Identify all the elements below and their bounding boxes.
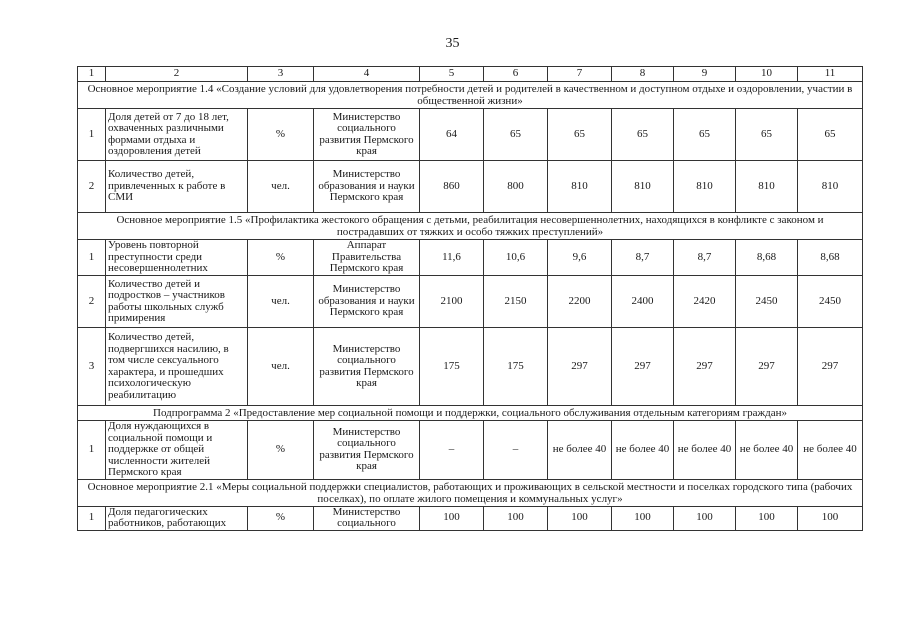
value-cell: 100	[484, 506, 548, 530]
unit-cell: чел.	[248, 328, 314, 406]
value-cell: не более 40	[548, 421, 612, 480]
value-cell: 8,68	[798, 240, 863, 276]
value-cell: 65	[674, 109, 736, 161]
value-cell: 65	[548, 109, 612, 161]
value-cell: 810	[736, 161, 798, 213]
value-cell: 297	[736, 328, 798, 406]
value-cell: не более 40	[798, 421, 863, 480]
value-cell: –	[484, 421, 548, 480]
column-number: 10	[736, 67, 798, 82]
indicator-name-cell: Доля детей от 7 до 18 лет, охваченных различными формами отдыха и оздоровления детей	[106, 109, 248, 161]
section-row	[78, 406, 863, 421]
table-row	[78, 109, 863, 161]
indicator-name-cell: Количество детей и подростков – участников работы школьных служб примирения	[106, 276, 248, 328]
column-number: 6	[484, 67, 548, 82]
value-cell: 2100	[420, 276, 484, 328]
value-cell: –	[420, 421, 484, 480]
column-number: 9	[674, 67, 736, 82]
table-row	[78, 421, 863, 480]
value-cell: 2400	[612, 276, 674, 328]
responsible-cell: Министерство социального развития Пермского края	[314, 109, 420, 161]
value-cell: 810	[548, 161, 612, 213]
value-cell: 10,6	[484, 240, 548, 276]
responsible-cell: Аппарат Правительства Пермского края	[314, 240, 420, 276]
value-cell: 11,6	[420, 240, 484, 276]
row-number-cell: 3	[78, 328, 106, 406]
value-cell: 100	[674, 506, 736, 530]
value-cell: 2450	[736, 276, 798, 328]
column-number: 5	[420, 67, 484, 82]
value-cell: 100	[736, 506, 798, 530]
value-cell: 100	[420, 506, 484, 530]
unit-cell: %	[248, 506, 314, 530]
value-cell: 810	[674, 161, 736, 213]
value-cell: 100	[798, 506, 863, 530]
column-number: 8	[612, 67, 674, 82]
value-cell: 297	[798, 328, 863, 406]
value-cell: 8,7	[674, 240, 736, 276]
column-number: 4	[314, 67, 420, 82]
section-title: Основное мероприятие 1.4 «Создание условий для удовлетворения потребности детей и родителей в качественном и доступном отдыхе и оздоровлении, участии в общественной жизни»	[78, 82, 863, 109]
value-cell: 810	[798, 161, 863, 213]
responsible-cell: Министерство образования и науки Пермского края	[314, 161, 420, 213]
table-row	[78, 506, 863, 530]
responsible-cell: Министерство социального развития Пермского края	[314, 421, 420, 480]
row-number-cell: 1	[78, 421, 106, 480]
value-cell: не более 40	[612, 421, 674, 480]
value-cell: 8,7	[612, 240, 674, 276]
value-cell: 800	[484, 161, 548, 213]
column-number: 2	[106, 67, 248, 82]
responsible-cell: Министерство социального развития Пермского края	[314, 328, 420, 406]
table-row	[78, 328, 863, 406]
value-cell: 175	[484, 328, 548, 406]
value-cell: 100	[612, 506, 674, 530]
value-cell: 64	[420, 109, 484, 161]
value-cell: 297	[548, 328, 612, 406]
value-cell: 297	[612, 328, 674, 406]
value-cell: 65	[736, 109, 798, 161]
table-header-row	[78, 67, 863, 82]
column-number: 1	[78, 67, 106, 82]
indicator-name-cell: Количество детей, подвергшихся насилию, в том числе сексуального характера, и прошедших психологическую реабилитацию	[106, 328, 248, 406]
responsible-cell: Министерство образования и науки Пермского края	[314, 276, 420, 328]
table-row	[78, 240, 863, 276]
unit-cell: чел.	[248, 276, 314, 328]
section-row	[78, 213, 863, 240]
section-row	[78, 82, 863, 109]
column-number: 11	[798, 67, 863, 82]
column-number: 7	[548, 67, 612, 82]
value-cell: 65	[484, 109, 548, 161]
page-number: 35	[445, 36, 460, 51]
row-number-cell: 2	[78, 276, 106, 328]
value-cell: 2450	[798, 276, 863, 328]
row-number-cell: 1	[78, 506, 106, 530]
value-cell: 2420	[674, 276, 736, 328]
column-number: 3	[248, 67, 314, 82]
responsible-cell: Министерство социального	[314, 506, 420, 530]
section-row	[78, 479, 863, 506]
value-cell: 9,6	[548, 240, 612, 276]
section-title: Подпрограмма 2 «Предоставление мер социальной помощи и поддержки, социального обслуживания отдельным категориям граждан»	[78, 406, 863, 421]
unit-cell: %	[248, 421, 314, 480]
indicator-name-cell: Уровень повторной преступности среди несовершеннолетних	[106, 240, 248, 276]
row-number-cell: 1	[78, 240, 106, 276]
row-number-cell: 1	[78, 109, 106, 161]
indicators-table	[77, 66, 863, 531]
value-cell: 65	[612, 109, 674, 161]
row-number-cell: 2	[78, 161, 106, 213]
unit-cell: чел.	[248, 161, 314, 213]
value-cell: 2150	[484, 276, 548, 328]
value-cell: 175	[420, 328, 484, 406]
unit-cell: %	[248, 240, 314, 276]
indicator-name-cell: Доля нуждающихся в социальной помощи и поддержке от общей численности жителей Пермского края	[106, 421, 248, 480]
value-cell: 297	[674, 328, 736, 406]
unit-cell: %	[248, 109, 314, 161]
value-cell: 810	[612, 161, 674, 213]
value-cell: не более 40	[736, 421, 798, 480]
indicator-name-cell: Количество детей, привлеченных к работе в СМИ	[106, 161, 248, 213]
value-cell: 2200	[548, 276, 612, 328]
value-cell: 65	[798, 109, 863, 161]
value-cell: 860	[420, 161, 484, 213]
indicator-name-cell: Доля педагогических работников, работающих	[106, 506, 248, 530]
value-cell: 8,68	[736, 240, 798, 276]
table-row	[78, 276, 863, 328]
section-title: Основное мероприятие 2.1 «Меры социальной поддержки специалистов, работающих и проживающих в сельской местности и поселках городского типа (рабочих поселках), по оплате жилого помещения и коммунальных услуг»	[78, 479, 863, 506]
value-cell: 100	[548, 506, 612, 530]
table-row	[78, 161, 863, 213]
section-title: Основное мероприятие 1.5 «Профилактика жестокого обращения с детьми, реабилитация несовершеннолетних, находящихся в конфликте с законом и пострадавших от тяжких и особо тяжких преступлений»	[78, 213, 863, 240]
value-cell: не более 40	[674, 421, 736, 480]
